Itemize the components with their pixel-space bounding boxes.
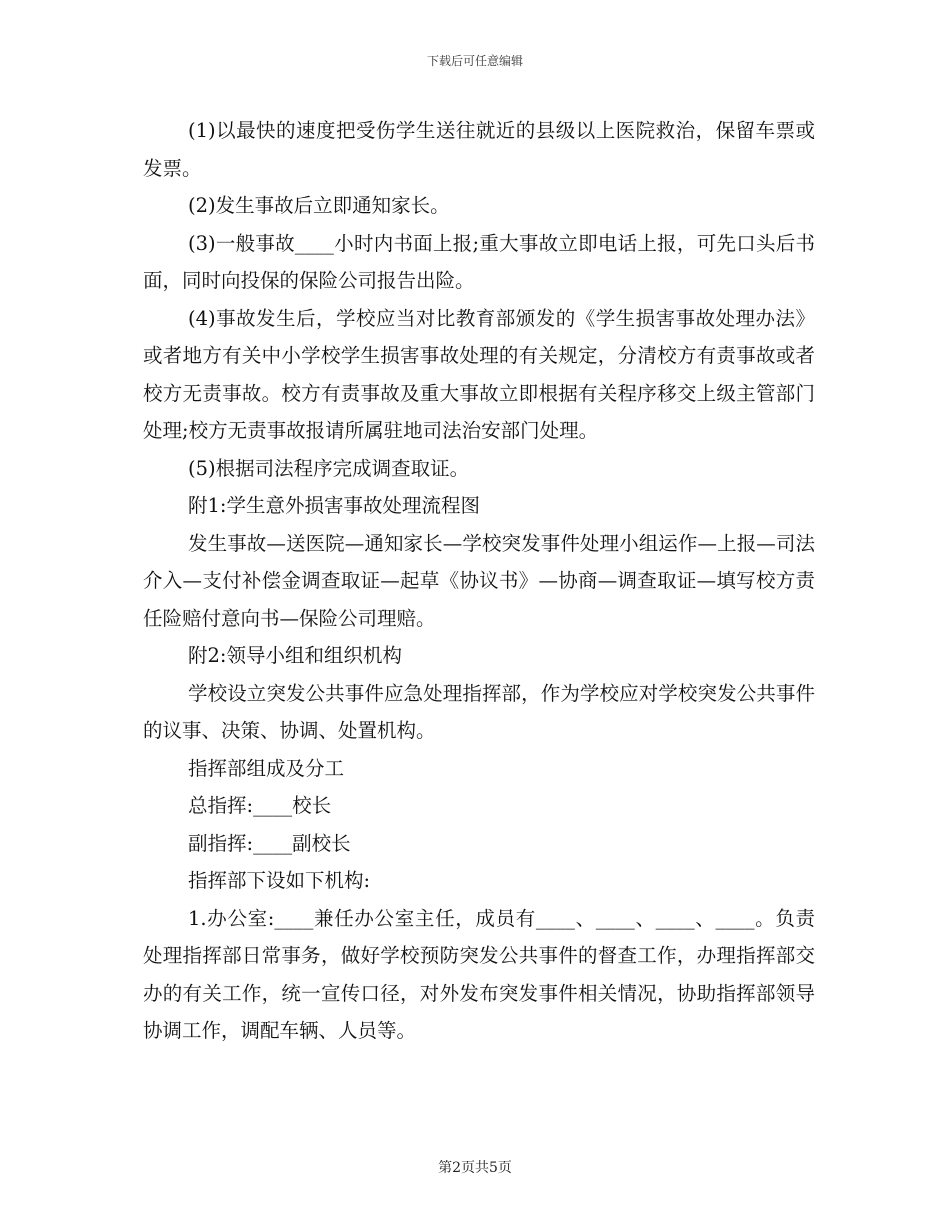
deputy-commander-line: 副指挥:____副校长: [188, 831, 351, 855]
flow-description: 发生事故—送医院—通知家长—学校突发事件处理小组运作—上报—司法介入—支付补偿金调查取证—起草《协议书》—协商—调查取证—填写校方责任险赔付意向书—保险公司理赔。: [143, 531, 815, 630]
page-number-footer: 第2页共5页: [438, 1160, 512, 1176]
paragraph-2: (2)发生事故后立即通知家长。: [188, 194, 450, 217]
document-body: [143, 112, 815, 1050]
office-description: 1.办公室:____兼任办公室主任，成员有____、____、____、____。负责处理指挥部日常事务，做好学校预防突发公共事件的督查工作，办理指挥部交办的有关工作，统一宣传口径，对外发布突发事件相关情况，协助指挥部领导协调工作，调配车辆、人员等。: [143, 906, 815, 1042]
paragraph-1: (1)以最快的速度把受伤学生送往就近的县级以上医院救治，保留车票或发票。: [143, 119, 815, 180]
page-header: 下载后可任意编辑: [426, 54, 523, 68]
chief-commander-line: 总指挥:____校长: [188, 794, 332, 817]
appendix-2-title: 附2:领导小组和组织机构: [188, 644, 402, 667]
command-center-intro: 学校设立突发公共事件应急处理指挥部，作为学校应对学校突发公共事件的议事、决策、协调、处置机构。: [143, 681, 815, 742]
appendix-1-title: 附1:学生意外损害事故处理流程图: [188, 494, 480, 517]
paragraph-4: (4)事故发生后，学校应当对比教育部颁发的《学生损害事故处理办法》或者地方有关中小学校学生损害事故处理的有关规定，分清校方有责事故或者校方无责事故。校方有责事故及重大事故立即根据有关程序移交上级主管部门处理;校方无责事故报请所属驻地司法治安部门处理。: [143, 306, 815, 442]
paragraph-5: (5)根据司法程序完成调查取证。: [188, 456, 470, 480]
command-composition-heading: 指挥部组成及分工: [188, 756, 345, 780]
paragraph-3: (3)一般事故____小时内书面上报;重大事故立即电话上报，可先口头后书面，同时向投保的保险公司报告出险。: [143, 231, 815, 292]
sub-organizations-heading: 指挥部下设如下机构:: [188, 869, 371, 892]
